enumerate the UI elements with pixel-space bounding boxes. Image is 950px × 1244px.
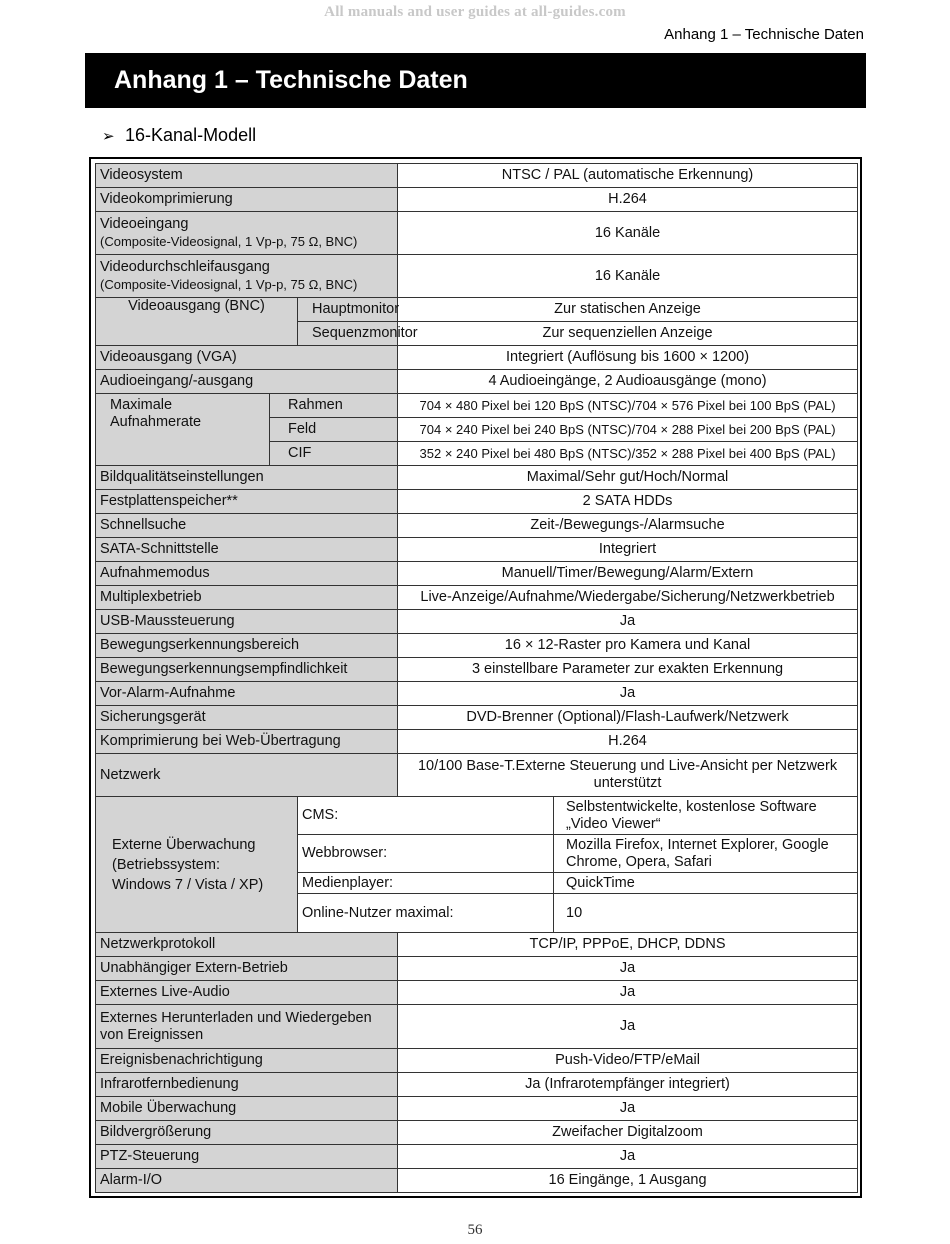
- table-row: [96, 346, 858, 370]
- table-row: [96, 754, 858, 797]
- table-row: [96, 658, 858, 682]
- sub-label: CIF: [270, 442, 398, 466]
- table-row: [96, 370, 858, 394]
- row-label: USB-Maussteuerung: [96, 610, 398, 634]
- sub-label: Feld: [270, 418, 398, 442]
- row-label: Bewegungserkennungsbereich: [96, 634, 398, 658]
- table-row: [96, 730, 858, 754]
- sub-label: CMS:: [298, 797, 554, 835]
- row-label: Bildqualitätseinstellungen: [96, 466, 398, 490]
- row-value: QuickTime: [554, 873, 858, 894]
- row-label: Netzwerk: [96, 754, 398, 797]
- row-label-main: Videoeingang: [100, 216, 189, 232]
- subheading-text: 16-Kanal-Modell: [125, 125, 257, 145]
- table-row: [96, 255, 858, 298]
- row-value: Zur statischen Anzeige: [398, 298, 858, 322]
- table-row: [96, 1145, 858, 1169]
- table-row: [96, 981, 858, 1005]
- row-value: Maximal/Sehr gut/Hoch/Normal: [398, 466, 858, 490]
- sub-label: Rahmen: [270, 394, 398, 418]
- table-row: [96, 797, 858, 835]
- row-label: Externes Live-Audio: [96, 981, 398, 1005]
- row-value: 10/100 Base-T.Externe Steuerung und Live-Ansicht per Netzwerk unterstützt: [398, 754, 858, 797]
- table-row: [96, 298, 858, 322]
- row-value: 704 × 240 Pixel bei 240 BpS (NTSC)/704 × 288 Pixel bei 200 BpS (PAL): [398, 418, 858, 442]
- row-label: SATA-Schnittstelle: [96, 538, 398, 562]
- table-row: [96, 514, 858, 538]
- title-bar: [85, 53, 866, 108]
- row-label: Schnellsuche: [96, 514, 398, 538]
- row-value: Ja: [398, 981, 858, 1005]
- row-value: 16 Kanäle: [398, 255, 858, 298]
- row-label: Komprimierung bei Web-Übertragung: [96, 730, 398, 754]
- table-row: [96, 1049, 858, 1073]
- row-value: Ja: [398, 1145, 858, 1169]
- row-label: Videoausgang (BNC): [96, 298, 298, 346]
- row-value: TCP/IP, PPPoE, DHCP, DDNS: [398, 933, 858, 957]
- row-value: Zeit-/Bewegungs-/Alarmsuche: [398, 514, 858, 538]
- table-row: [96, 957, 858, 981]
- table-row: [96, 164, 858, 188]
- table-row: [96, 610, 858, 634]
- table-row: [96, 706, 858, 730]
- row-label: Netzwerkprotokoll: [96, 933, 398, 957]
- spec-table: [95, 163, 858, 1193]
- row-label: Videoausgang (VGA): [96, 346, 398, 370]
- table-row: [96, 1097, 858, 1121]
- row-label: PTZ-Steuerung: [96, 1145, 398, 1169]
- row-label: Maximale Aufnahmerate: [96, 394, 270, 466]
- row-label: Aufnahmemodus: [96, 562, 398, 586]
- row-value: 10: [554, 894, 858, 933]
- page-title: Anhang 1 – Technische Daten: [114, 66, 468, 94]
- row-value: Ja: [398, 610, 858, 634]
- row-label: Videokomprimierung: [96, 188, 398, 212]
- row-value: Live-Anzeige/Aufnahme/Wiedergabe/Sicherung/Netzwerkbetrieb: [398, 586, 858, 610]
- row-label: Bildvergrößerung: [96, 1121, 398, 1145]
- row-value: Ja: [398, 1097, 858, 1121]
- row-value: Integriert (Auflösung bis 1600 × 1200): [398, 346, 858, 370]
- page-number: 56: [467, 1222, 483, 1238]
- row-label: Multiplexbetrieb: [96, 586, 398, 610]
- sub-label: Hauptmonitor: [298, 298, 398, 322]
- table-row: [96, 1121, 858, 1145]
- row-label: Festplattenspeicher**: [96, 490, 398, 514]
- row-value: Ja: [398, 682, 858, 706]
- sub-label: Sequenzmonitor: [298, 322, 398, 346]
- row-label: [96, 212, 398, 255]
- row-value: Ja: [398, 957, 858, 981]
- table-row: [96, 562, 858, 586]
- sub-label: Webbrowser:: [298, 835, 554, 873]
- row-value: DVD-Brenner (Optional)/Flash-Laufwerk/Netzwerk: [398, 706, 858, 730]
- row-value: H.264: [398, 730, 858, 754]
- row-label: Externes Herunterladen und Wiedergeben von Ereignissen: [96, 1005, 398, 1049]
- table-row: [96, 188, 858, 212]
- arrow-bullet-icon: ➢: [102, 128, 115, 145]
- sub-label: Online-Nutzer maximal:: [298, 894, 554, 933]
- row-label-sub: (Composite-Videosignal, 1 Vp-p, 75 Ω, BNC): [100, 277, 358, 292]
- row-label: Audioeingang/-ausgang: [96, 370, 398, 394]
- row-value: Ja (Infrarotempfänger integriert): [398, 1073, 858, 1097]
- table-row: [96, 634, 858, 658]
- row-label: Infrarotfernbedienung: [96, 1073, 398, 1097]
- row-label-main: Videodurchschleifausgang: [100, 259, 270, 275]
- row-label: Alarm-I/O: [96, 1169, 398, 1193]
- table-row: [96, 1005, 858, 1049]
- row-value: 16 Eingänge, 1 Ausgang: [398, 1169, 858, 1193]
- table-row: [96, 538, 858, 562]
- row-label: [96, 797, 298, 933]
- watermark: All manuals and user guides at all-guides.com: [324, 4, 626, 20]
- row-label: Ereignisbenachrichtigung: [96, 1049, 398, 1073]
- table-row: [96, 394, 858, 418]
- row-label: [96, 255, 398, 298]
- row-label-sub: (Composite-Videosignal, 1 Vp-p, 75 Ω, BNC): [100, 234, 358, 249]
- row-value: 704 × 480 Pixel bei 120 BpS (NTSC)/704 × 576 Pixel bei 100 BpS (PAL): [398, 394, 858, 418]
- table-row: [96, 1169, 858, 1193]
- row-value: Zweifacher Digitalzoom: [398, 1121, 858, 1145]
- row-label: Unabhängiger Extern-Betrieb: [96, 957, 398, 981]
- row-value: 16 × 12-Raster pro Kamera und Kanal: [398, 634, 858, 658]
- row-label: Bewegungserkennungsempfindlichkeit: [96, 658, 398, 682]
- sub-label: Medienplayer:: [298, 873, 554, 894]
- row-label-line: Windows 7 / Vista / XP): [112, 876, 264, 893]
- row-value: 2 SATA HDDs: [398, 490, 858, 514]
- row-value: Mozilla Firefox, Internet Explorer, Google Chrome, Opera, Safari: [554, 835, 858, 873]
- table-row: [96, 682, 858, 706]
- row-value: Push-Video/FTP/eMail: [398, 1049, 858, 1073]
- row-value: NTSC / PAL (automatische Erkennung): [398, 164, 858, 188]
- row-value: Selbstentwickelte, kostenlose Software „Video Viewer“: [554, 797, 858, 835]
- row-value: 16 Kanäle: [398, 212, 858, 255]
- section-subheading: [102, 125, 256, 146]
- row-label-line: (Betriebssystem:: [112, 856, 220, 873]
- row-label-line: Externe Überwachung: [112, 836, 256, 853]
- table-row: [96, 212, 858, 255]
- table-row: [96, 1073, 858, 1097]
- row-label: Videosystem: [96, 164, 398, 188]
- table-row: [96, 490, 858, 514]
- row-value: Manuell/Timer/Bewegung/Alarm/Extern: [398, 562, 858, 586]
- row-label: Vor-Alarm-Aufnahme: [96, 682, 398, 706]
- running-header: Anhang 1 – Technische Daten: [664, 26, 864, 43]
- row-value: Ja: [398, 1005, 858, 1049]
- row-label: Mobile Überwachung: [96, 1097, 398, 1121]
- table-row: [96, 466, 858, 490]
- row-value: Integriert: [398, 538, 858, 562]
- row-value: 352 × 240 Pixel bei 480 BpS (NTSC)/352 × 288 Pixel bei 400 BpS (PAL): [398, 442, 858, 466]
- table-row: [96, 586, 858, 610]
- table-row: [96, 933, 858, 957]
- row-value: H.264: [398, 188, 858, 212]
- row-value: 4 Audioeingänge, 2 Audioausgänge (mono): [398, 370, 858, 394]
- row-value: Zur sequenziellen Anzeige: [398, 322, 858, 346]
- row-value: 3 einstellbare Parameter zur exakten Erkennung: [398, 658, 858, 682]
- row-label: Sicherungsgerät: [96, 706, 398, 730]
